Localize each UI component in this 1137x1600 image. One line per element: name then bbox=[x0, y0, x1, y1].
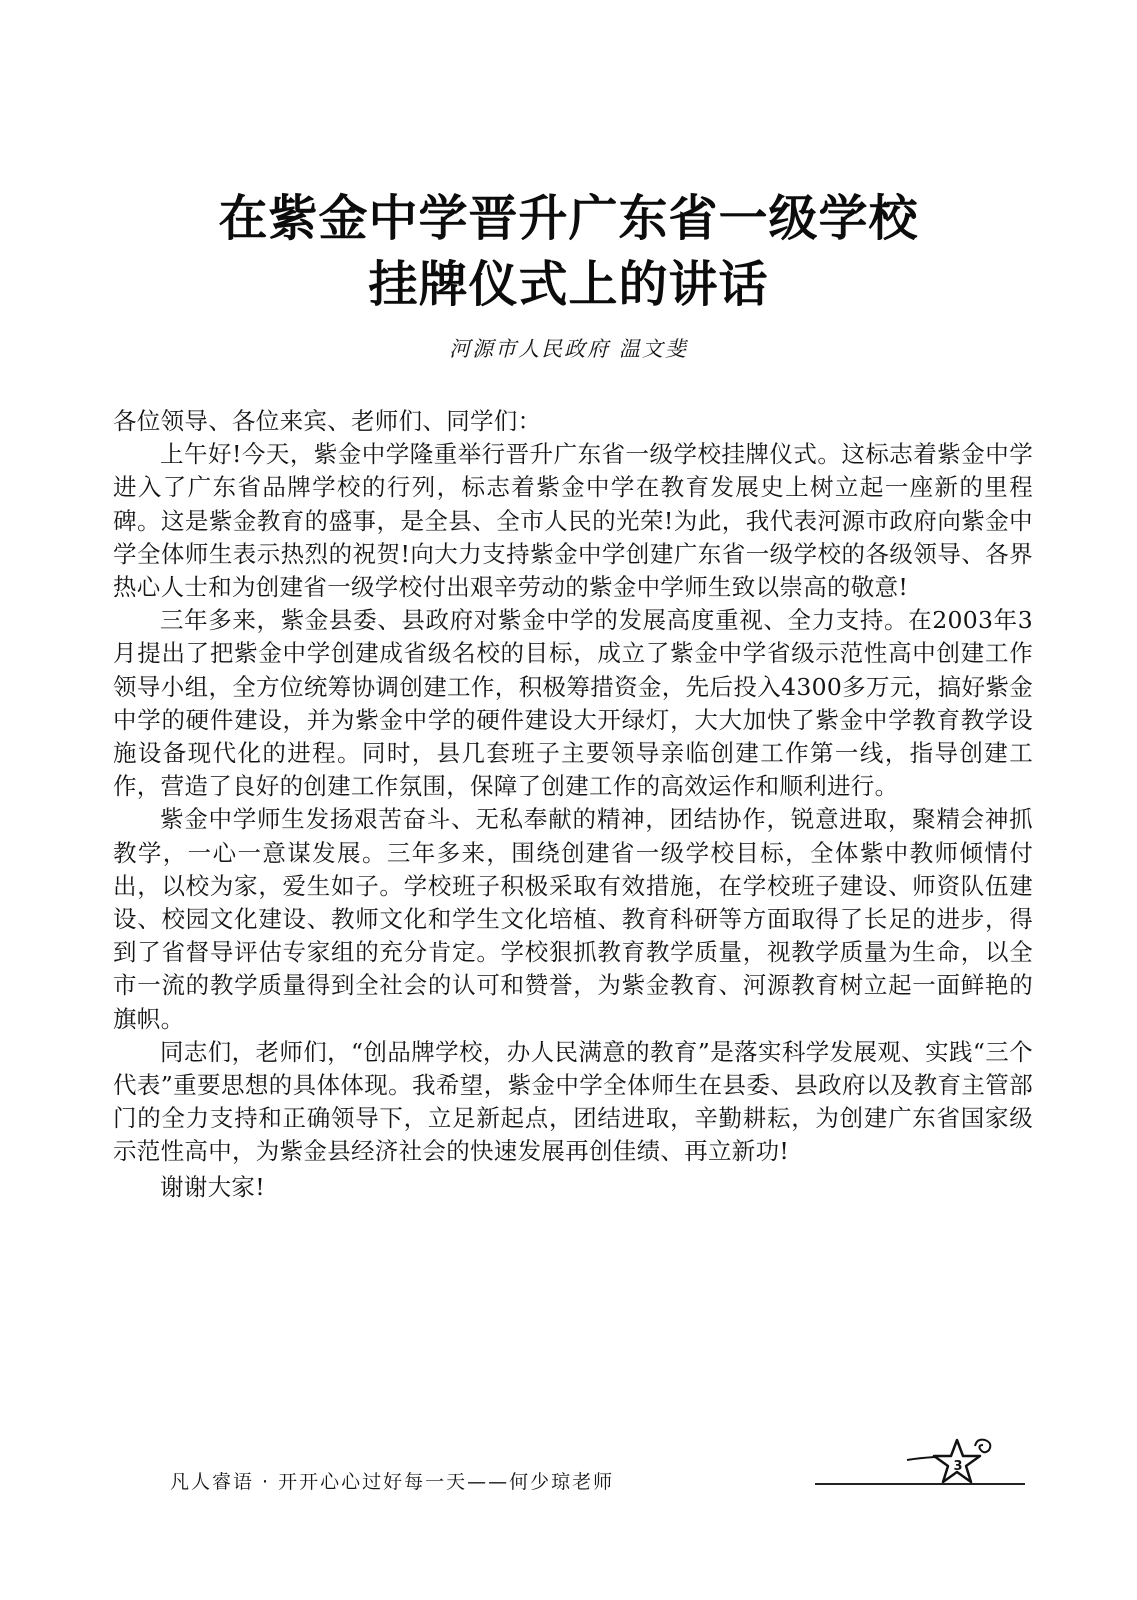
paragraph-1: 上午好!今天，紫金中学隆重举行晋升广东省一级学校挂牌仪式。这标志着紫金中学进入了广东省品牌学校的行列，标志着紫金中学在教育发展史上树立起一座新的里程碑。这是紫金教育的盛事，是全县、全市人民的光荣!为此，我代表河源市政府向紫金中学全体师生表示热烈的祝贺!向大力支持紫金中学创建广东省一级学校的各级领导、各界热心人士和为创建省一级学校付出艰辛劳动的紫金中学师生致以崇高的敬意! bbox=[113, 440, 1033, 602]
closing-thanks: 谢谢大家! bbox=[160, 1172, 265, 1201]
paragraph-2: 三年多来，紫金县委、县政府对紫金中学的发展高度重视、全力支持。在2003年3月提出了把紫金中学创建成省级名校的目标，成立了紫金中学省级示范性高中创建工作领导小组，全方位统筹协调创建工作，积极筹措资金，先后投入4300多万元，搞好紫金中学的硬件建设，并为紫金中学的硬件建设大开绿灯，大大加快了紫金中学教育教学设施设备现代化的进程。同时，县几套班子主要领导亲临创建工作第一线，指导创建工作，营造了良好的创建工作氛围，保障了创建工作的高效运作和顺利进行。 bbox=[113, 606, 1033, 801]
footer-rule bbox=[815, 1483, 1025, 1485]
footer-motto: 凡人睿语 · 开开心心过好每一天——何少琼老师 bbox=[170, 1471, 615, 1493]
paragraph-3: 紫金中学师生发扬艰苦奋斗、无私奉献的精神，团结协作，锐意进取，聚精会神抓教学，一心一意谋发展。三年多来，围绕创建省一级学校目标，全体紫中教师倾情付出，以校为家，爱生如子。学校班子积极采取有效措施，在学校班子建设、师资队伍建设、校园文化建设、教师文化和学生文化培植、教育科研等方面取得了长足的进步，得到了省督导评估专家组的充分肯定。学校狠抓教育教学质量，视教学质量为生命，以全市一流的教学质量得到全社会的认可和赞誉，为紫金教育、河源教育树立起一面鲜艳的旗帜。 bbox=[113, 805, 1033, 1033]
title-line-1: 在紫金中学晋升广东省一级学校 bbox=[218, 190, 919, 247]
salutation: 各位领导、各位来宾、老师们、同学们： bbox=[113, 407, 542, 435]
byline: 河源市人民政府 温文斐 bbox=[449, 337, 688, 361]
page-number: 3 bbox=[953, 1459, 963, 1474]
title-line-2: 挂牌仪式上的讲话 bbox=[368, 256, 769, 313]
paragraph-4: 同志们，老师们，“创品牌学校，办人民满意的教育”是落实科学发展观、实践“三个代表”重要思想的具体体现。我希望，紫金中学全体师生在县委、县政府以及教育主管部门的全力支持和正确领导下，立足新起点，团结进取，辛勤耕耘，为创建广东省国家级示范性高中，为紫金县经济社会的快速发展再创佳绩、再立新功! bbox=[113, 1037, 1033, 1166]
speech-body bbox=[113, 405, 1033, 1204]
